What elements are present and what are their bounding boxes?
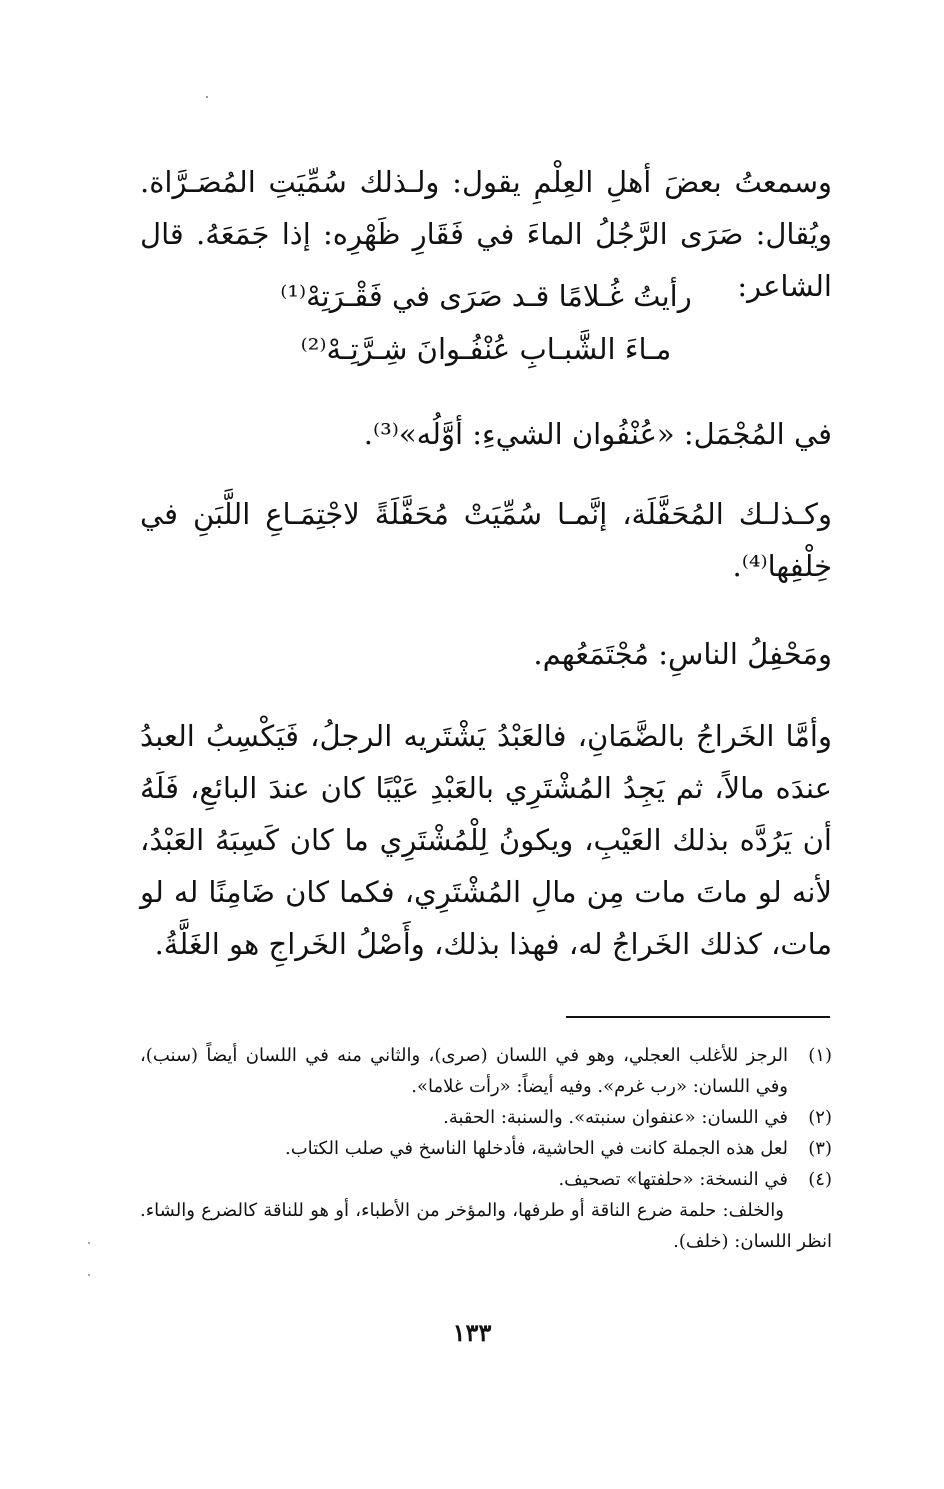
body-paragraph-4: ومَحْفِلُ الناسِ: مُجْتَمَعُهم. xyxy=(533,637,832,671)
footnote-number: (٤) xyxy=(808,1169,832,1190)
verse-line-2: مـاءَ الشَّبـابِ عُنْفُـوانَ شِـرَّتِـهْ⁽²⁾ xyxy=(300,332,672,366)
footnote-text: في النسخة: «حلفتها» تصحيف. xyxy=(558,1169,788,1190)
verse-line-1: رأيتُ غُـلامًا قـد صَرَى في فَقْـرَتِهْ⁽¹⁾ xyxy=(280,279,692,313)
scan-speck xyxy=(88,1242,90,1244)
footnotes xyxy=(140,1040,832,1257)
footnote-1 xyxy=(140,1040,832,1102)
scan-speck xyxy=(88,1274,90,1276)
footnote-3 xyxy=(140,1133,832,1164)
body-paragraph-1: وسمعتُ بعضَ أهلِ العِلْمِ يقول: ولـذلك سُمِّيَتِ المُصَـرَّاة. ويُقال: صَرَى الرَّجُلُ الماءَ في فَقَارِ ظَهْرِه: إذا جَمَعَهُ. قال الشاعر: xyxy=(140,165,832,303)
body-paragraph-2: في المُجْمَل: «عُنْفُوان الشيءِ: أوَّلُه»⁽³⁾. xyxy=(363,417,832,451)
footnote-divider xyxy=(566,1016,830,1018)
footnote-text: في اللسان: «عنفوان سنبته». والسنبة: الحقبة. xyxy=(443,1107,788,1128)
footnote-text: لعل هذه الجملة كانت في الحاشية، فأدخلها الناسخ في صلب الكتاب. xyxy=(284,1138,788,1159)
scan-speck xyxy=(206,96,208,98)
footnote-4 xyxy=(140,1164,832,1195)
footnote-4-continuation: والخلف: حلمة ضرع الناقة أو طرفها، والمؤخر من الأطباء، أو هو للناقة كالضرع والشاء. انظر اللسان: (خلف). xyxy=(140,1200,832,1252)
page-number: ١٣٣ xyxy=(452,1318,492,1347)
body-paragraph-3: وكـذلـك المُحَفَّلَة، إنَّمـا سُمِّيَتْ مُحَفَّلَةً لاجْتِمَـاعِ اللَّبَنِ في خِلْفِها⁽⁴⁾. xyxy=(140,497,832,583)
footnote-2 xyxy=(140,1102,832,1133)
footnote-number: (١) xyxy=(808,1045,832,1066)
body-paragraph-5: وأمَّا الخَراجُ بالضَّمَانِ، فالعَبْدُ يَشْتَريه الرجلُ، فَيَكْسِبُ العبدُ عندَه مالاً، ثم يَجِدُ المُشْتَرِي بالعَبْدِ عَيْبًا كان عندَ البائعِ، فَلَهُ أن يَرُدَّه بذلك العَيْبِ، ويكونُ لِلْمُشْتَرِي ما كان كَسِبَهُ العَبْدُ، لأنه لو ماتَ مات مِن مالِ المُشْتَرِي، فكما كان ضَامِنًا له لو مات، كذلك الخَراجُ له، فهذا بذلك، وأَصْلُ الخَراجِ هو الغَلَّةُ. xyxy=(140,719,832,961)
footnote-number: (٣) xyxy=(808,1138,832,1159)
footnote-number: (٢) xyxy=(808,1107,832,1128)
footnote-text: الرجز للأغلب العجلي، وهو في اللسان (صرى)، والثاني منه في اللسان أيضاً (سنب)، وفي اللسان: «رب غرم». وفيه أيضاً: «رأت غلاما». xyxy=(140,1045,788,1097)
